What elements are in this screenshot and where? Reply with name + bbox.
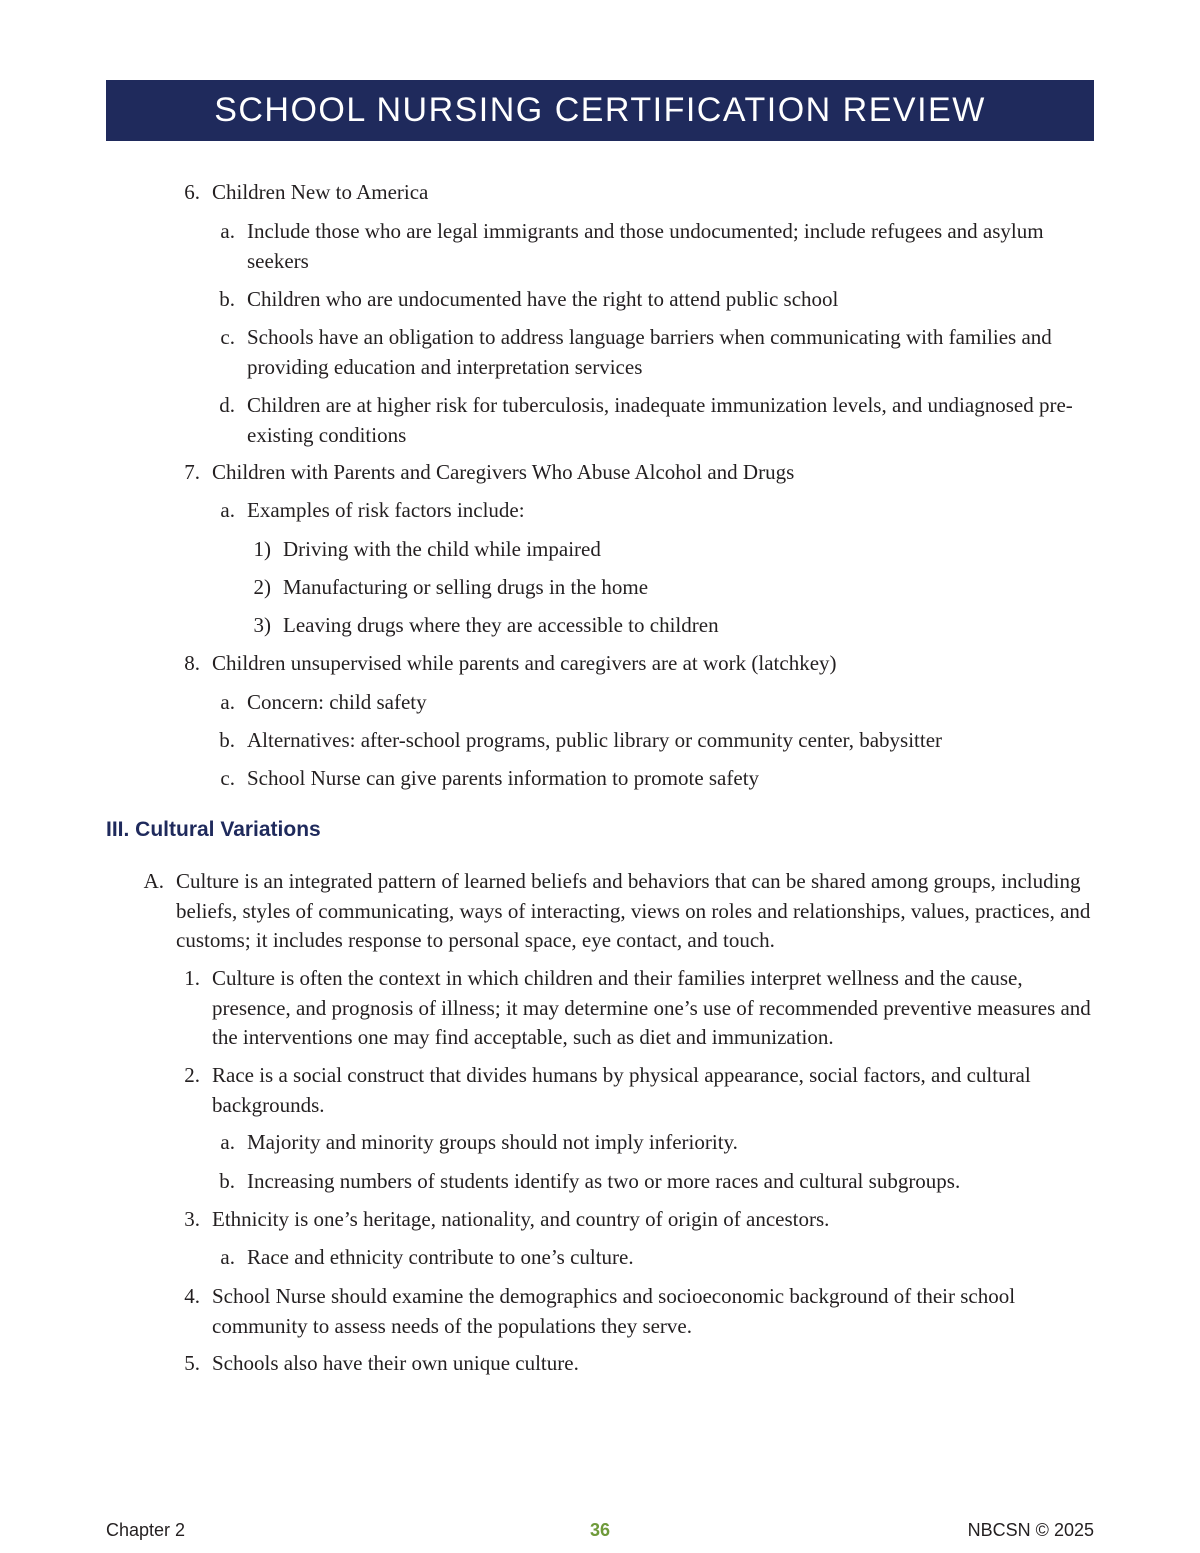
item-text: Culture is an integrated pattern of learned beliefs and behaviors that can be shared among groups, including beliefs, styles of communicating, ways of interacting, views on roles and relationships, values, practices, and customs; it includes response to personal space, eye contact, and touch. [176,869,1091,952]
item-marker: b. [219,1169,235,1193]
list-item [220,764,1087,794]
header-banner [106,80,1094,141]
list-item [220,1128,1094,1158]
list-item [184,1349,1094,1379]
item-text: Driving with the child while impaired [283,537,601,561]
list-item [253,535,1083,565]
item-text: Include those who are legal immigrants and those undocumented; include refugees and asylum seekers [247,219,1044,273]
item-marker: a. [220,690,235,714]
item-text: Increasing numbers of students identify as two or more races and cultural subgroups. [247,1169,961,1193]
list-item [219,1167,1094,1197]
list-item [253,611,1083,641]
item-marker: 4. [184,1284,200,1308]
item-text: Culture is often the context in which children and their families interpret wellness and the cause, presence, and prognosis of illness; it may determine one’s use of recommended preventive measures and the interventions one may find acceptable, such as diet and immunization. [212,966,1091,1049]
list-item [184,178,1082,208]
item-text: School Nurse should examine the demographics and socioeconomic background of their school community to assess needs of the populations they serve. [212,1284,1016,1338]
item-marker: 7. [184,460,200,484]
item-text: Children who are undocumented have the right to attend public school [247,287,839,311]
item-text: Children unsupervised while parents and caregivers are at work (latchkey) [212,651,837,675]
item-marker: 6. [184,180,200,204]
item-marker: 2) [253,575,271,599]
item-text: Manufacturing or selling drugs in the home [283,575,649,599]
item-marker: c. [220,325,235,349]
item-marker: b. [219,287,235,311]
item-marker: 1) [253,537,271,561]
item-text: Race and ethnicity contribute to one’s culture. [247,1245,634,1269]
list-item [220,1243,1094,1273]
item-text: Children are at higher risk for tuberculosis, inadequate immunization levels, and undiagnosed pre-existing conditions [247,393,1073,447]
item-text: Ethnicity is one’s heritage, nationality, and country of origin of ancestors. [212,1207,830,1231]
item-text: Examples of risk factors include: [247,498,525,522]
item-marker: 5. [184,1351,200,1375]
list-item [220,688,1087,718]
footer-chapter: Chapter 2 [106,1520,186,1540]
item-text: Children with Parents and Caregivers Who Abuse Alcohol and Drugs [212,460,795,484]
item-marker: d. [219,393,235,417]
item-text: Majority and minority groups should not imply inferiority. [247,1130,738,1154]
section-heading: III. Cultural Variations [106,818,321,841]
footer-copyright: NBCSN © 2025 [967,1520,1094,1540]
list-item [219,726,1087,756]
item-text: Leaving drugs where they are accessible to children [283,613,719,637]
item-text: Race is a social construct that divides humans by physical appearance, social factors, and cultural backgrounds. [212,1063,1031,1117]
item-marker: 8. [184,651,200,675]
list-item [220,217,1087,276]
list-item [184,1282,1094,1341]
footer-page-number: 36 [589,1520,611,1540]
list-item [219,285,1087,315]
list-item [253,573,1083,603]
item-marker: 1. [184,966,200,990]
item-marker: 2. [184,1063,200,1087]
item-marker: A. [143,869,164,893]
list-item [184,964,1094,1053]
item-marker: 3. [184,1207,200,1231]
item-marker: a. [220,498,235,522]
list-item [184,1205,1094,1235]
item-marker: a. [220,1130,235,1154]
item-text: Concern: child safety [247,690,427,714]
list-item [184,1061,1094,1120]
item-text: Children New to America [212,180,429,204]
list-item [219,391,1087,450]
list-item [220,323,1087,382]
header-title: SCHOOL NURSING CERTIFICATION REVIEW [214,91,986,129]
list-item [184,649,1082,679]
list-item [143,867,1094,956]
item-marker: b. [219,728,235,752]
item-text: Alternatives: after-school programs, public library or community center, babysitter [247,728,943,752]
list-item [184,458,1082,488]
item-text: Schools also have their own unique culture. [212,1351,579,1375]
item-text: Schools have an obligation to address language barriers when communicating with families and providing education and interpretation services [247,325,1052,379]
item-text: School Nurse can give parents information to promote safety [247,766,760,790]
item-marker: a. [220,219,235,243]
list-item [220,496,1087,526]
item-marker: 3) [253,613,271,637]
item-marker: c. [220,766,235,790]
item-marker: a. [220,1245,235,1269]
